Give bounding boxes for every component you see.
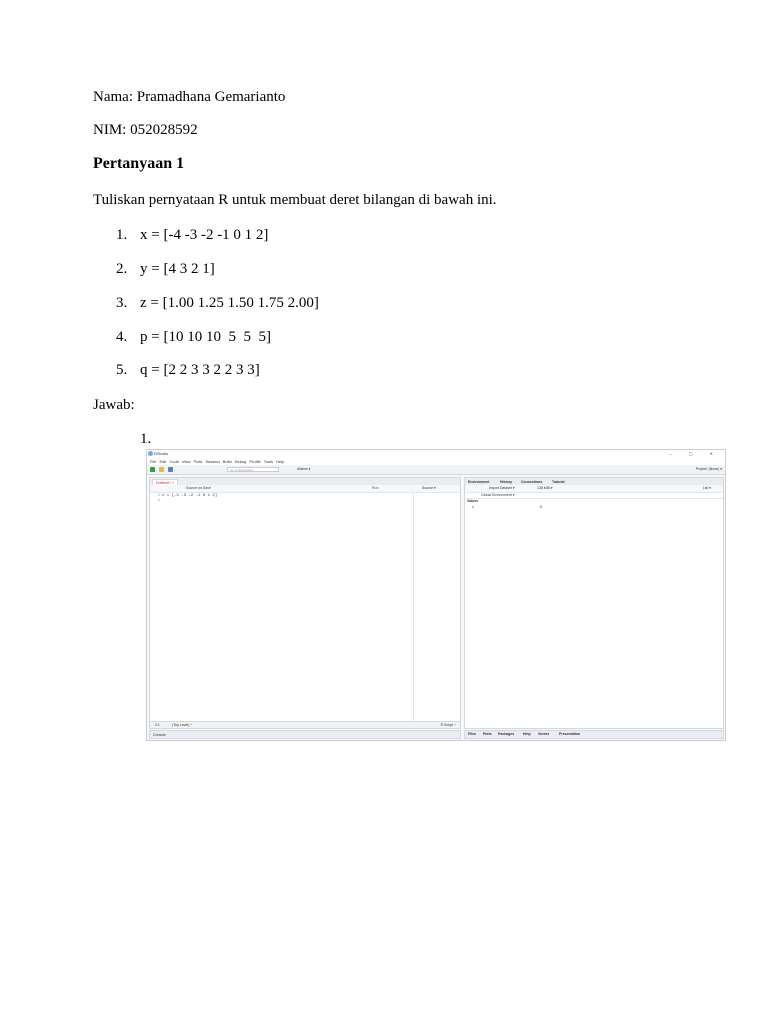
- tab-history: History: [500, 480, 513, 484]
- tab-help: Help: [523, 732, 531, 736]
- file-type-indicator: R Script ÷: [440, 723, 456, 727]
- list-item-text: y = [4 3 2 1]: [140, 261, 215, 277]
- env-variable-value: -5: [539, 505, 543, 509]
- new-file-icon: [150, 467, 155, 472]
- open-folder-icon: [159, 467, 164, 472]
- source-on-save-label: Source on Save: [186, 486, 211, 490]
- list-item-number: 3.: [116, 295, 128, 311]
- tab-tutorial: Tutorial: [552, 480, 565, 484]
- question-prompt: Tuliskan pernyataan R untuk membuat deret bilangan di bawah ini.: [93, 192, 497, 208]
- env-variable-name: x: [472, 505, 474, 509]
- code-area: [152, 494, 217, 504]
- import-dataset-button: Import Dataset ▾: [489, 486, 515, 490]
- rstudio-screenshot: [146, 449, 726, 741]
- answer-label: Jawab:: [93, 397, 135, 413]
- menu-file: File: [150, 459, 157, 464]
- menu-edit: Edit: [159, 459, 167, 464]
- menu-plots: Plots: [193, 459, 203, 464]
- question-title: Pertanyaan 1: [93, 155, 185, 172]
- menu-tools: Tools: [263, 459, 274, 464]
- list-item-text: q = [2 2 3 3 2 2 3 3]: [140, 362, 260, 378]
- tab-environment: Environment: [468, 480, 490, 484]
- window-controls: – ▢ ✕: [669, 451, 721, 456]
- editor-statusbar: [150, 721, 460, 728]
- project-menu: Project: (None) ▾: [695, 467, 722, 471]
- menu-view: View: [181, 459, 191, 464]
- line-number: 2: [157, 499, 160, 503]
- tab-packages: Packages: [498, 732, 515, 736]
- console-tab: Console: [153, 733, 166, 737]
- source-button: Source ▾: [422, 486, 436, 490]
- tab-connections: Connections: [521, 480, 543, 484]
- list-view-toggle: List ▾: [702, 486, 711, 490]
- list-item-number: 1.: [116, 227, 128, 243]
- menu-build: Build: [222, 459, 232, 464]
- line-number: 1: [157, 494, 160, 498]
- rstudio-menubar: [147, 458, 725, 465]
- rstudio-app-title: RStudio: [154, 451, 169, 456]
- environment-scope-bar: [465, 492, 723, 499]
- tab-viewer: Viewer: [538, 732, 550, 736]
- save-icon: [168, 467, 173, 472]
- goto-file-input: Go to file/function: [227, 467, 279, 472]
- editor-tab: Untitled1* ×: [152, 479, 178, 486]
- code-line: [152, 499, 217, 504]
- menu-session: Session: [205, 459, 220, 464]
- global-environment-menu: Global Environment ▾: [481, 493, 515, 497]
- list-item-text: z = [1.00 1.25 1.50 1.75 2.00]: [140, 295, 319, 311]
- menu-help: Help: [276, 459, 285, 464]
- rstudio-logo-icon: [148, 451, 153, 456]
- files-pane: [464, 730, 724, 739]
- menu-profile: Profile: [249, 459, 261, 464]
- addins-menu: Addins ▾: [297, 467, 311, 471]
- answer-number: 1.: [140, 431, 152, 447]
- list-item-text: p = [10 10 10 5 5 5]: [140, 329, 271, 345]
- rstudio-toolbar: [147, 465, 725, 475]
- scope-indicator: (Top Level) ÷: [172, 723, 193, 727]
- memory-usage: 138 MiB ▾: [537, 486, 553, 490]
- list-item-number: 2.: [116, 261, 128, 277]
- tab-presentation: Presentation: [559, 732, 581, 736]
- tab-files: Files: [468, 732, 476, 736]
- student-nim: NIM: 052028592: [93, 122, 198, 138]
- source-editor-pane: [149, 477, 461, 729]
- list-item-number: 4.: [116, 329, 128, 345]
- environment-pane: [464, 477, 724, 729]
- list-item-text: x = [-4 -3 -2 -1 0 1 2]: [140, 227, 269, 243]
- code-text: x = [-4 -3 -2 -1 0 1 2]: [162, 494, 218, 498]
- student-name: Nama: Pramadhana Gemarianto: [93, 89, 286, 105]
- values-header: Values: [467, 499, 479, 503]
- menu-code: Code: [169, 459, 179, 464]
- run-button: Run: [372, 486, 379, 490]
- menu-debug: Debug: [234, 459, 247, 464]
- tab-plots: Plots: [483, 732, 492, 736]
- cursor-position: 2:1: [155, 723, 160, 727]
- console-pane: [149, 730, 461, 739]
- list-item-number: 5.: [116, 362, 128, 378]
- margin-line: [413, 492, 414, 722]
